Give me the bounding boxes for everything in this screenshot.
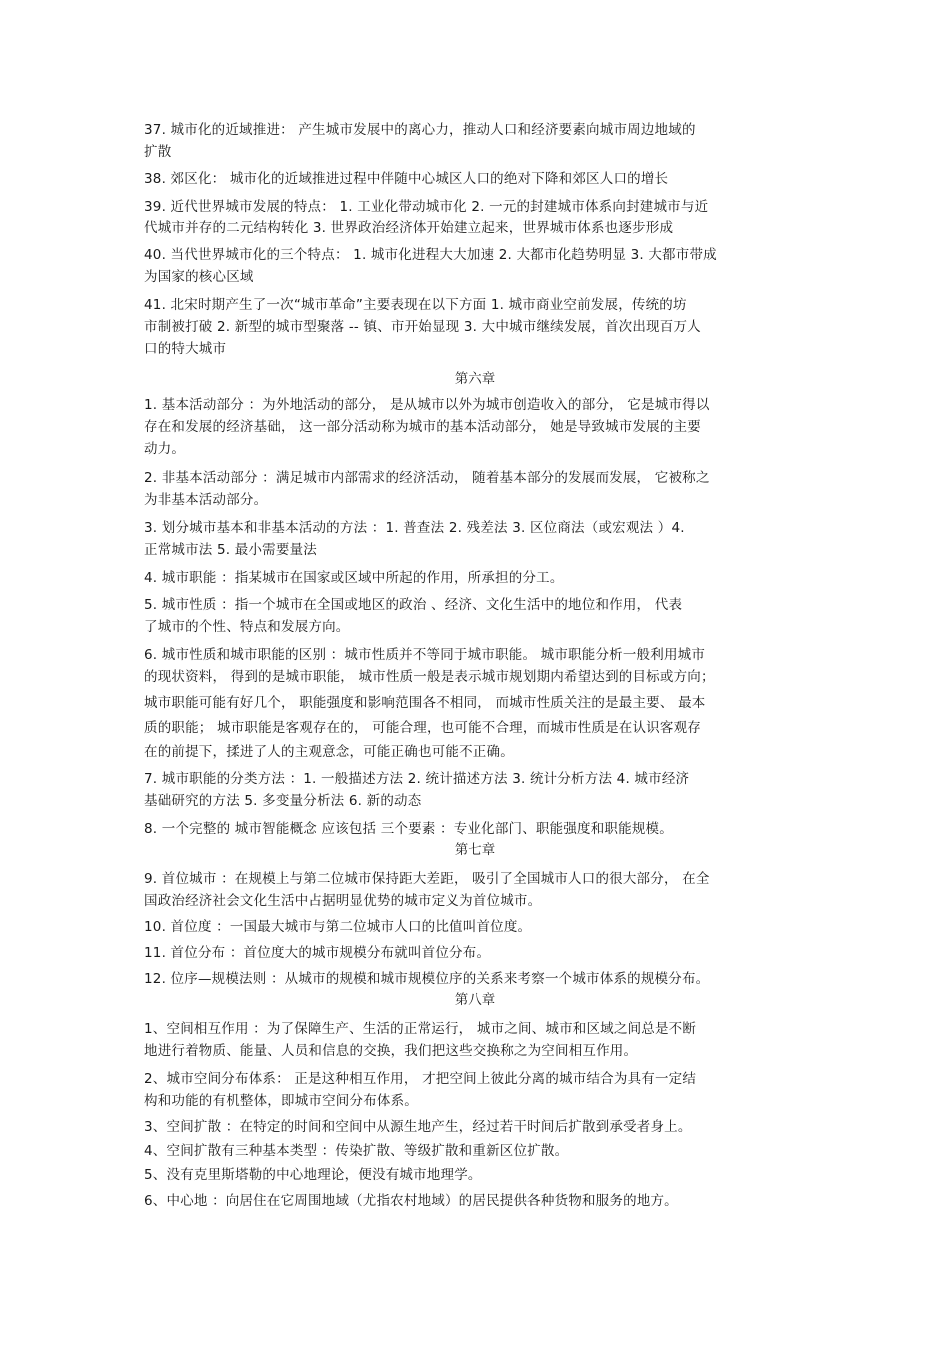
chapter-heading: 第六章: [454, 371, 496, 387]
text-line: 6. 城市性质和城市职能的区别 ：城市性质并不等同于城市职能。 城市职能分析一般利用城市: [144, 647, 706, 663]
text-line: 38. 郊区化： 城市化的近域推进过程中伴随中心城区人口的绝对下降和郊区人口的增长: [144, 171, 669, 187]
text-line: 12. 位序—规模法则 ：从城市的规模和城市规模位序的关系来考察一个城市体系的规模分布。: [144, 971, 710, 987]
text-line: 基础研究的方法 5. 多变量分析法 6. 新的动态: [144, 793, 422, 809]
text-line: 39. 近代世界城市发展的特点： 1. 工业化带动城市化 2. 一元的封建城市体系向封建城市与近: [144, 199, 709, 215]
text-line: 6、中心地 ：向居住在它周围地域（尤指农村地域）的居民提供各种货物和服务的地方。: [144, 1193, 678, 1209]
text-line: 国政治经济社会文化生活中占据明显优势的城市定义为首位城市。: [144, 893, 542, 909]
text-line: 存在和发展的经济基础， 这一部分活动称为城市的基本活动部分， 她是导致城市发展的主要: [144, 419, 701, 435]
text-line: 构和功能的有机整体，即城市空间分布体系。: [144, 1093, 418, 1109]
text-line: 9. 首位城市 ：在规模上与第二位城市保持距大差距， 吸引了全国城市人口的很大部分， 在全: [144, 871, 710, 887]
text-line: 5. 城市性质 ：指一个城市在全国或地区的政治 、经济、文化生活中的地位和作用， 代表: [144, 597, 683, 613]
chapter-heading: 第八章: [454, 992, 496, 1008]
text-line: 为非基本活动部分。: [144, 492, 268, 508]
text-line: 4. 城市职能 ：指某城市在国家或区域中所起的作用，所承担的分工。: [144, 570, 564, 586]
text-line: 11. 首位分布 ：首位度大的城市规模分布就叫首位分布。: [144, 945, 491, 961]
text-line: 40. 当代世界城市化的三个特点： 1. 城市化进程大大加速 2. 大都市化趋势明显 3. 大都市带成: [144, 247, 717, 263]
text-line: 10. 首位度 ：一国最大城市与第二位城市人口的比值叫首位度。: [144, 919, 532, 935]
text-line: 动力。: [144, 441, 186, 457]
text-line: 3. 划分城市基本和非基本活动的方法 ：1. 普查法 2. 残差法 3. 区位商法（或宏观法 ）4.: [144, 520, 685, 536]
text-line: 41. 北宋时期产生了一次“城市革命”主要表现在以下方面 1. 城市商业空前发展，传统的坊: [144, 297, 687, 313]
text-line: 口的特大城市: [144, 341, 227, 357]
text-line: 的现状资料， 得到的是城市职能， 城市性质一般是表示城市规划期内希望达到的目标或方向；: [144, 669, 715, 685]
text-line: 市制被打破 2. 新型的城市型聚落 -- 镇、市开始显现 3. 大中城市继续发展，首次出现百万人: [144, 319, 701, 335]
text-line: 城市职能可能有好几个， 职能强度和影响范围各不相同， 而城市性质关注的是最主要、 最本: [144, 695, 706, 711]
text-line: 2. 非基本活动部分 ：满足城市内部需求的经济活动， 随着基本部分的发展而发展， 它被称之: [144, 470, 710, 486]
text-line: 1、空间相互作用 ：为了保障生产、生活的正常运行， 城市之间、城市和区域之间总是不断: [144, 1021, 697, 1037]
text-line: 4、空间扩散有三种基本类型 ：传染扩散、等级扩散和重新区位扩散。: [144, 1143, 569, 1159]
text-line: 为国家的核心区域: [144, 269, 254, 285]
text-line: 3、空间扩散 ：在特定的时间和空间中从源生地产生，经过若干时间后扩散到承受者身上。: [144, 1119, 692, 1135]
text-line: 代城市并存的二元结构转化 3. 世界政治经济体开始建立起来，世界城市体系也逐步形成: [144, 220, 674, 236]
text-line: 1. 基本活动部分 ：为外地活动的部分， 是从城市以外为城市创造收入的部分， 它是城市得以: [144, 397, 710, 413]
text-line: 2、城市空间分布体系： 正是这种相互作用， 才把空间上彼此分离的城市结合为具有一定结: [144, 1071, 697, 1087]
text-line: 在的前提下，揉进了人的主观意念，可能正确也可能不正确。: [144, 744, 514, 760]
text-line: 了城市的个性、特点和发展方向。: [144, 619, 350, 635]
chapter-heading: 第七章: [454, 842, 496, 858]
text-line: 地进行着物质、能量、人员和信息的交换，我们把这些交换称之为空间相互作用。: [144, 1043, 638, 1059]
text-line: 正常城市法 5. 最小需要量法: [144, 542, 317, 558]
text-line: 8. 一个完整的 城市智能概念 应该包括 三个要素 ：专业化部门、职能强度和职能规模。: [144, 821, 673, 837]
text-line: 质的职能； 城市职能是客观存在的， 可能合理，也可能不合理，而城市性质是在认识客观存: [144, 720, 701, 736]
text-line: 7. 城市职能的分类方法 ：1. 一般描述方法 2. 统计描述方法 3. 统计分析方法 4. 城市经济: [144, 771, 690, 787]
text-line: 5、没有克里斯塔勒的中心地理论，便没有城市地理学。: [144, 1167, 482, 1183]
text-line: 扩散: [144, 144, 172, 160]
text-line: 37. 城市化的近域推进： 产生城市发展中的离心力，推动人口和经济要素向城市周边地域的: [144, 122, 696, 138]
